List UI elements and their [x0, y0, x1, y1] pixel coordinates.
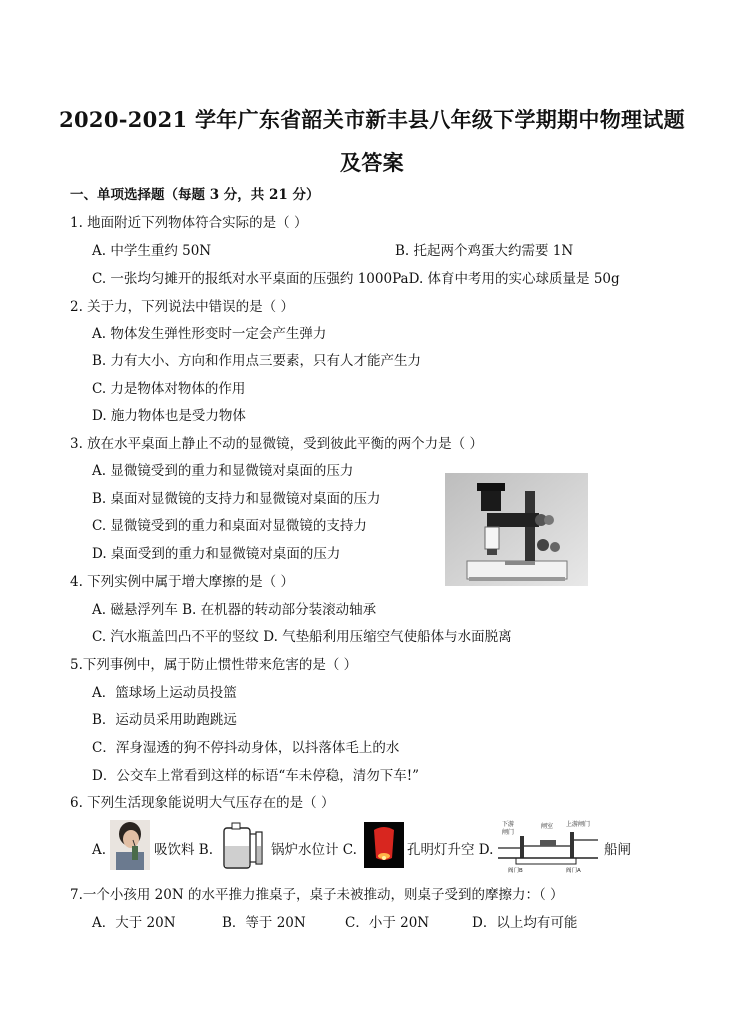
q4-stem: 4. 下列实例中属于增大摩擦的是（ ）: [70, 574, 294, 590]
lock-label-gate: 闸门: [502, 829, 515, 836]
q3-option-b: B. 桌面对显微镜的支持力和显微镜对桌面的压力: [92, 491, 381, 507]
q1-option-b: B. 托起两个鸡蛋大约需要 1N: [395, 243, 574, 259]
q7-stem: 7.一个小孩用 20N 的水平推力推桌子，桌子未被推动，则桌子受到的摩擦力：（ ）: [70, 887, 564, 903]
q5-option-a: A．篮球场上运动员投篮: [92, 685, 237, 701]
lock-label-chamber: 闸室: [541, 823, 554, 830]
q1-stem: 1. 地面附近下列物体符合实际的是（ ）: [70, 215, 308, 231]
q6-option-d-text: 船闸: [604, 842, 631, 858]
q5-stem: 5.下列事例中，属于防止惯性带来危害的是（ ）: [70, 657, 358, 673]
lock-label-downstream: 下游: [502, 821, 515, 828]
lock-label-valve-a: 阀门A: [566, 868, 581, 874]
q3-option-d: D. 桌面受到的重力和显微镜对桌面的压力: [92, 546, 341, 562]
q7-option-d: D．以上均有可能: [472, 915, 578, 931]
q3-option-c: C. 显微镜受到的重力和桌面对显微镜的支持力: [92, 518, 367, 534]
microscope-image: [445, 473, 588, 586]
q6-option-a-letter: A.: [92, 842, 107, 858]
q3-stem: 3. 放在水平桌面上静止不动的显微镜，受到彼此平衡的两个力是（ ）: [70, 436, 483, 452]
q7-option-c: C．小于 20N: [345, 915, 430, 931]
q5-option-c: C．浑身湿透的狗不停抖动身体，以抖落体毛上的水: [92, 740, 400, 756]
q7-option-b: B．等于 20N: [222, 915, 306, 931]
q7-option-a: A．大于 20N: [92, 915, 176, 931]
q2-stem: 2. 关于力，下列说法中错误的是（ ）: [70, 299, 294, 315]
lock-label-upstream: 上游闸门: [566, 821, 591, 828]
q6-option-c-text: 孔明灯升空 D.: [407, 842, 494, 858]
lock-label-valve-b: 阀门B: [508, 868, 523, 874]
q5-option-d: D．公交车上常看到这样的标语“车未停稳，清勿下车!”: [92, 768, 420, 784]
ship-lock-diagram: [496, 818, 600, 874]
q1-option-a: A. 中学生重约 50N: [92, 243, 212, 259]
exam-title-line1: 2020-2021 学年广东省韶关市新丰县八年级下学期期中物理试题: [59, 107, 685, 132]
exam-title-line2: 及答案: [340, 150, 404, 175]
q2-option-c: C. 力是物体对物体的作用: [92, 381, 246, 397]
q1-option-cd: C. 一张均匀摊开的报纸对水平桌面的压强约 1000PaD. 体育中考用的实心球质量是 50g: [92, 271, 620, 287]
boiler-gauge-diagram: [220, 820, 266, 870]
q5-option-b: B．运动员采用助跑跳远: [92, 712, 237, 728]
q6-option-a-text: 吸饮料 B.: [154, 842, 214, 858]
q2-option-b: B. 力有大小、方向和作用点三要素，只有人才能产生力: [92, 353, 422, 369]
drinking-person-image: [110, 820, 150, 870]
q6-stem: 6. 下列生活现象能说明大气压存在的是（ ）: [70, 795, 335, 811]
q3-option-a: A. 显微镜受到的重力和显微镜对桌面的压力: [92, 463, 354, 479]
section-heading: 一、单项选择题（每题 3 分，共 21 分）: [70, 187, 320, 203]
sky-lantern-image: [364, 822, 404, 868]
q2-option-a: A. 物体发生弹性形变时一定会产生弹力: [92, 326, 327, 342]
q6-option-b-text: 锅炉水位计 C.: [271, 842, 357, 858]
q2-option-d: D. 施力物体也是受力物体: [92, 408, 246, 424]
q4-option-ab: A. 磁悬浮列车 B. 在机器的转动部分装滚动轴承: [92, 602, 377, 618]
q4-option-cd: C. 汽水瓶盖凹凸不平的竖纹 D. 气垫船利用压缩空气使船体与水面脱离: [92, 629, 512, 645]
